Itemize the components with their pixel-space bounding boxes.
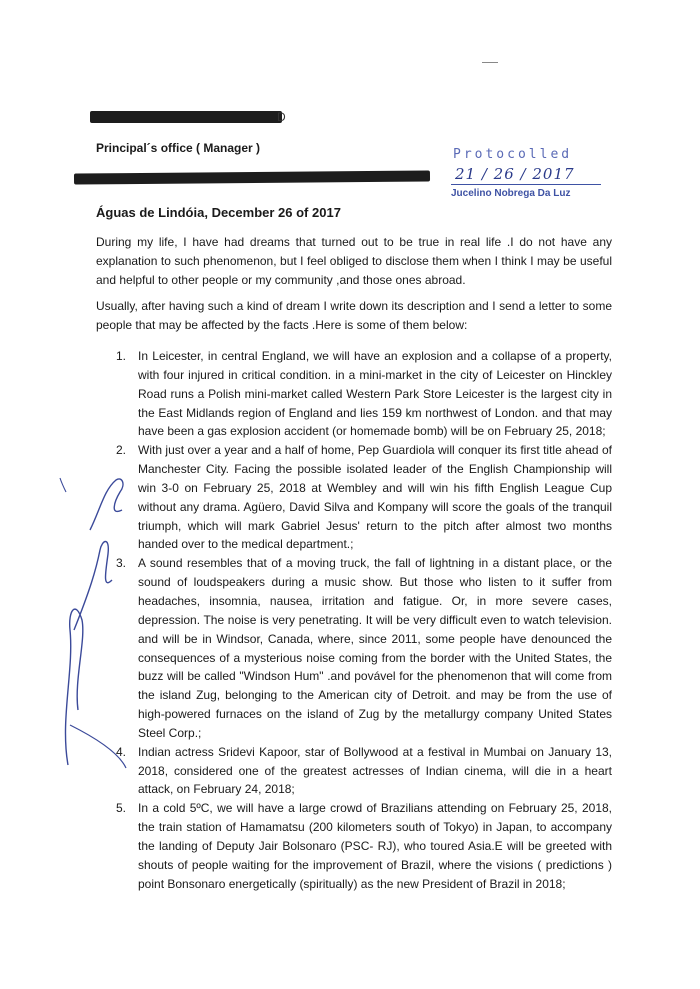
- scan-mark: [482, 62, 498, 63]
- list-item-text: In a cold 5ºC, we will have a large crowd of Brazilians attending on February 25, 2018, the train station of Hamamatsu (200 kilometers south of Tokyo) in Japan, to accompany the landing of Deputy Jair Bolsonaro (PSC- RJ), who toured Asia.E will be greeted with shouts of people waiting for the improvement of Brazil, where the visions ( predictions ) point Bonsonaro energetically (spiritually) as the new President of Brazil in 2018;: [138, 801, 612, 891]
- list-item: [96, 441, 612, 554]
- company-name-tail: D: [277, 110, 286, 124]
- intro-paragraph: During my life, I have had dreams that turned out to be true in real life .I do not have any explanation to such phenomenon, but I feel obliged to disclose them when I think I may be useful and helpful to other people or my community ,and those ones abroad.: [96, 235, 612, 287]
- recipient-office: Principal´s office ( Manager ): [96, 141, 261, 155]
- stamp-date: 21 / 26 / 2017: [455, 165, 575, 183]
- list-item-text: With just over a year and a half of home, Pep Guardiola will conquer its first title ahead of Manchester City. Facing the possible isolated leader of the English Championship will win 3-0 on February 25, 2018 at Wembley and will win his fifth English League Cup without any drama. Agüero, David Silva and Kompany will score the goals of the tranquil triumph, which will mark Gabriel Jesus' return to the pitch after almost two months handed over to the medical department.;: [138, 443, 612, 552]
- redacted-company-name: [90, 111, 282, 123]
- list-item-text: A sound resembles that of a moving truck, the fall of lightning in a distant place, or the sound of loudspeakers during a music show. But those who listen to it suffer from headaches, insomnia, nausea, irritation and fatigue. Or, in more severe cases, depression. The noise is very penetrating. It will be very difficult even to watch television. and will be in Windsor, Canada, where, since 2011, some people have denounced the consequences of a mysterious noise coming from the border with the United States, the buzz will be called "Windson Hum" .and povável for the phenomenon that will come from the island Zug, belonging to the American city of Detroit. and may be from the use of high-powered furnaces on the island of Zug by the metallurgy company United States Steel Corp.;: [138, 556, 612, 740]
- stamp-name: Jucelino Nobrega Da Luz: [451, 188, 571, 199]
- letter-date: Águas de Lindóia, December 26 of 2017: [96, 205, 341, 220]
- list-item-text: Indian actress Sridevi Kapoor, star of Bollywood at a festival in Mumbai on January 13, 2018, considered one of the greatest actresses of Indian cinema, will die in a heart attack, on February 24, 2018;: [138, 744, 612, 797]
- list-item: [96, 347, 612, 441]
- protocol-stamp: [445, 147, 605, 211]
- list-item: [96, 554, 612, 742]
- list-item: [96, 743, 612, 800]
- list-number: 1.: [116, 349, 127, 363]
- handwritten-signature: [30, 470, 160, 770]
- list-number: 5.: [116, 801, 127, 816]
- list-number: 4.: [116, 744, 127, 759]
- context-paragraph: Usually, after having such a kind of dream I write down its description and I send a letter to some people that may be affected by the facts .Here is some of them below:: [96, 299, 612, 332]
- list-number: 3.: [116, 556, 127, 571]
- list-item: [96, 799, 612, 893]
- predictions-list: [96, 347, 612, 893]
- stamp-title: Protocolled: [453, 147, 573, 162]
- list-number: 2.: [116, 443, 127, 458]
- redacted-address: [74, 170, 430, 184]
- stamp-underline: [451, 184, 601, 185]
- list-item-text: In Leicester, in central England, we will have an explosion and a collapse of a property, with four injured in critical condition. in a mini-market in the city of Leicester on Hinckley Road runs a Polish mini-market called Western Park Store Leicester is the largest city in the East Midlands region of England and lies 159 km northwest of London. and that may have been a gas explosion accident (or homemade bomb) will be on February 25, 2018;: [138, 349, 612, 439]
